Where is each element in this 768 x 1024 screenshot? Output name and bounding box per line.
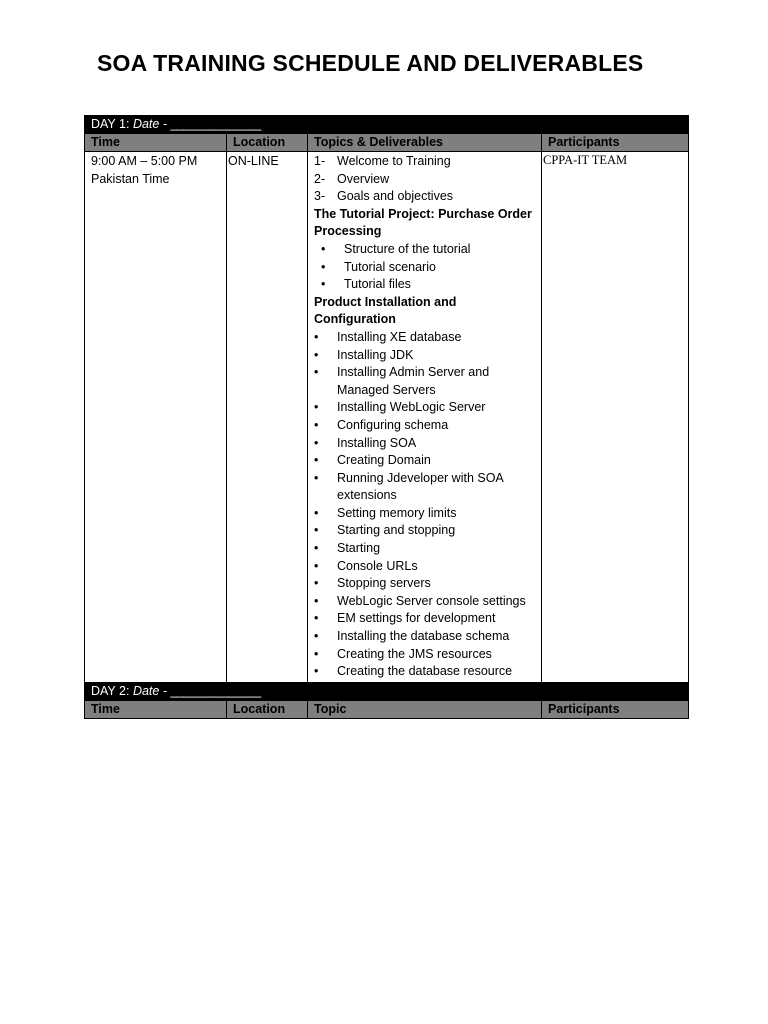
list-item-text: Welcome to Training [337, 154, 451, 168]
day2-header-time: Time [85, 700, 227, 718]
list-item-text: Tutorial scenario [344, 259, 436, 274]
list-item-text: Creating Domain [337, 453, 431, 468]
participants-cell: CPPA-IT TEAM [542, 152, 689, 683]
day2-header-location: Location [227, 700, 308, 718]
list-number: 2- [314, 171, 326, 186]
list-item-text: Installing SOA [337, 435, 417, 450]
day1-content-row [85, 152, 689, 683]
list-item [314, 417, 535, 435]
bullet-icon: • [314, 611, 319, 626]
list-item-text: Creating the database resource [337, 664, 513, 679]
day2-label: DAY 2: [91, 683, 130, 698]
bullet-icon: • [314, 646, 319, 661]
day1-label: DAY 1: [91, 117, 130, 131]
list-item-text: Configuring schema [337, 417, 449, 432]
bullet-icon: • [314, 347, 319, 362]
list-item [314, 593, 535, 611]
bullet-icon: • [314, 523, 319, 538]
bullet-icon: • [314, 629, 319, 644]
list-item-text: Starting [337, 541, 381, 556]
list-item-text: Starting and stopping [337, 523, 456, 538]
list-item [314, 329, 535, 347]
day2-banner [85, 682, 689, 700]
bullet-icon: • [314, 558, 319, 573]
bullet-icon: • [314, 576, 319, 591]
list-item [314, 452, 535, 470]
list-number: 1- [314, 154, 326, 168]
day1-date-label: Date - [132, 117, 167, 131]
bullet-icon: • [314, 664, 319, 679]
list-item [314, 171, 535, 189]
bullet-icon: • [314, 365, 319, 380]
bullet-icon: • [321, 241, 326, 256]
list-item-text: Installing XE database [337, 329, 462, 344]
list-item [314, 646, 535, 664]
list-item [314, 259, 535, 277]
list-item-text: Goals and objectives [337, 189, 454, 204]
day2-header-participants: Participants [542, 700, 689, 718]
section-tutorial-title: The Tutorial Project: Purchase Order Processing [314, 206, 532, 239]
page-title: SOA TRAINING SCHEDULE AND DELIVERABLES [97, 50, 644, 76]
day1-banner-row [85, 116, 689, 134]
list-item [314, 505, 535, 523]
time-range: 9:00 AM – 5:00 PM [91, 154, 198, 168]
location-cell: ON-LINE [227, 152, 308, 683]
list-item-text: Running Jdeveloper with SOA extensions [337, 470, 504, 503]
day2-date-blank: ______________ [170, 683, 261, 698]
list-item [314, 188, 535, 206]
section-tutorial-list [314, 241, 535, 294]
bullet-icon: • [314, 593, 319, 608]
list-item-text: Structure of the tutorial [344, 241, 471, 256]
list-item-text: WebLogic Server console settings [337, 593, 526, 608]
header-topics: Topics & Deliverables [308, 134, 542, 152]
list-item-text: Installing the database schema [337, 629, 510, 644]
bullet-icon: • [314, 505, 319, 520]
list-number: 3- [314, 189, 326, 204]
section-installation-title: Product Installation and Configuration [314, 294, 457, 327]
list-item-text: Overview [337, 171, 390, 186]
bullet-icon: • [314, 453, 319, 468]
day2-banner-row [85, 682, 689, 700]
list-item-text: EM settings for development [337, 611, 496, 626]
bullet-icon: • [321, 277, 326, 292]
list-item [314, 522, 535, 540]
bullet-icon: • [314, 435, 319, 450]
list-item [314, 663, 535, 681]
bullet-icon: • [314, 417, 319, 432]
day2-header-topic: Topic [308, 700, 542, 718]
header-time: Time [85, 134, 227, 152]
day2-date-label: Date - [132, 683, 167, 698]
section-installation-list [314, 329, 535, 681]
list-item [314, 575, 535, 593]
bullet-icon: • [314, 470, 319, 485]
intro-list [314, 153, 535, 206]
list-item-text: Creating the JMS resources [337, 646, 492, 661]
list-item-text: Installing JDK [337, 347, 414, 362]
list-item-text: Tutorial files [344, 277, 411, 292]
list-item-text: Stopping servers [337, 576, 431, 591]
list-item [314, 241, 535, 259]
bullet-icon: • [321, 259, 326, 274]
list-item [314, 558, 535, 576]
list-item [314, 347, 535, 365]
list-item-text: Setting memory limits [337, 505, 457, 520]
list-item [314, 364, 535, 399]
header-location: Location [227, 134, 308, 152]
list-item [314, 153, 535, 171]
list-item [314, 628, 535, 646]
list-item [314, 610, 535, 628]
topics-cell [308, 152, 542, 683]
day1-header-row [85, 134, 689, 152]
list-item-text: Installing Admin Server and Managed Servers [337, 365, 490, 397]
list-item [314, 435, 535, 453]
time-zone: Pakistan Time [91, 171, 170, 186]
list-item [314, 470, 535, 505]
day1-date-blank: ______________ [170, 117, 261, 131]
list-item [314, 276, 535, 294]
header-participants: Participants [542, 134, 689, 152]
bullet-icon: • [314, 541, 319, 556]
day2-header-row [85, 700, 689, 718]
list-item-text: Installing WebLogic Server [337, 400, 486, 415]
day1-banner [85, 116, 689, 134]
list-item [314, 540, 535, 558]
bullet-icon: • [314, 329, 319, 344]
list-item [314, 399, 535, 417]
bullet-icon: • [314, 400, 319, 415]
list-item-text: Console URLs [337, 558, 418, 573]
time-cell [85, 152, 227, 683]
schedule-table [84, 115, 689, 719]
